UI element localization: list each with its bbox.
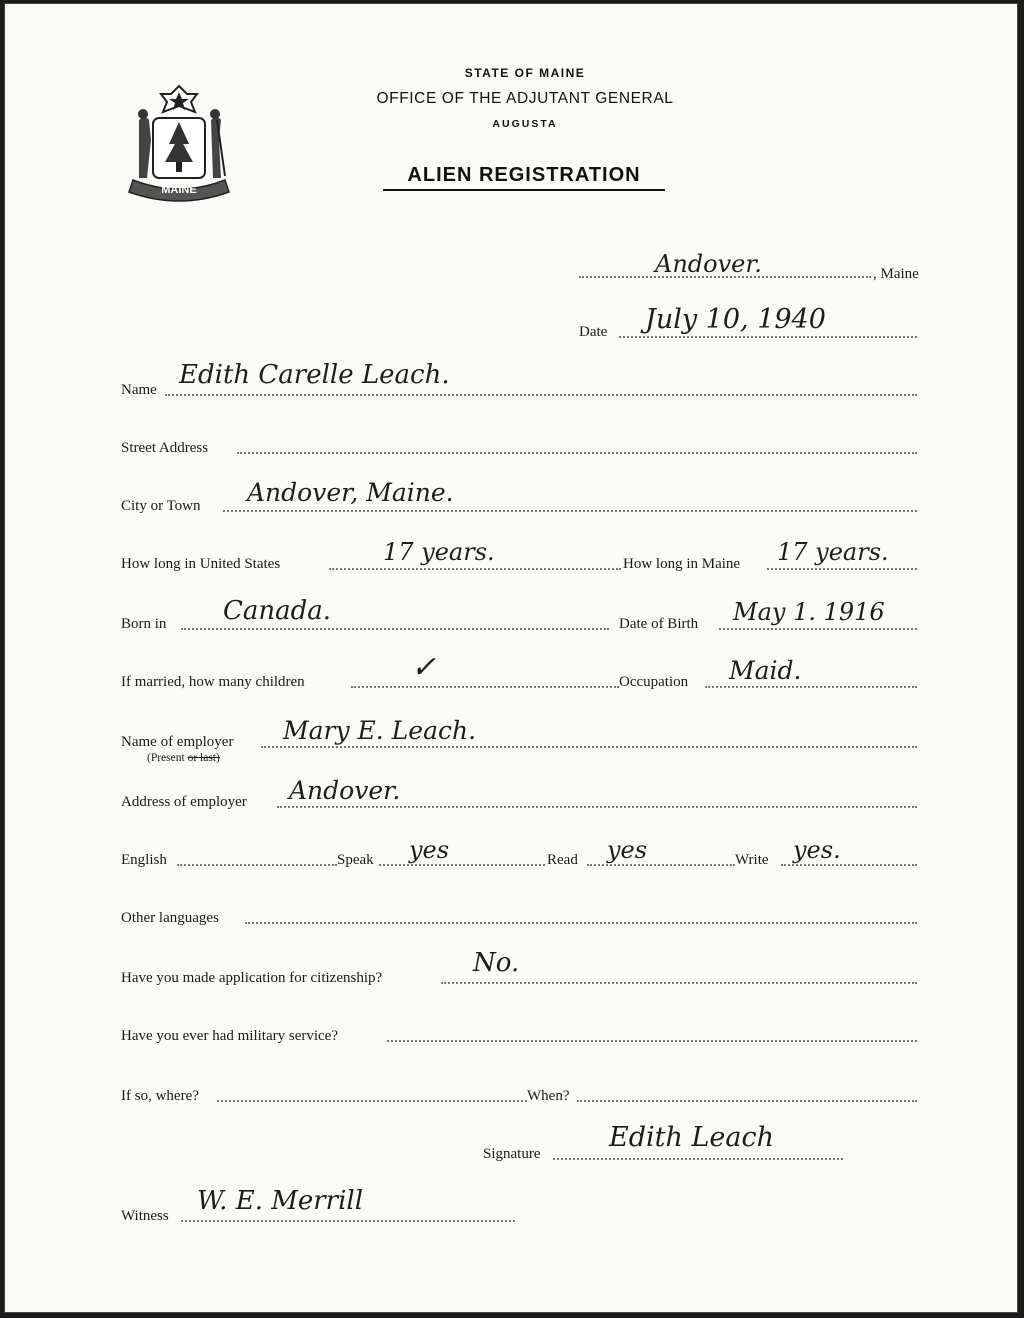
where-line: [217, 1100, 527, 1102]
when-label: When?: [527, 1088, 570, 1104]
english-line: [177, 864, 337, 866]
signature-line: [553, 1158, 843, 1160]
date-label: Date: [579, 324, 608, 340]
read-label: Read: [547, 852, 578, 868]
citizenship-value: No.: [473, 948, 520, 978]
date-value: July 10, 1940: [645, 304, 826, 335]
other-languages-line: [245, 922, 917, 924]
witness-value: W. E. Merrill: [197, 1186, 364, 1216]
employer-sublabel-struck: or last): [187, 752, 220, 764]
read-value: yes: [607, 836, 648, 864]
employer-name-line: [261, 746, 917, 748]
street-address-label: Street Address: [121, 440, 209, 456]
name-line: [165, 394, 917, 396]
other-languages-label: Other languages: [121, 910, 219, 926]
employer-address-line: [277, 806, 917, 808]
form-title: ALIEN REGISTRATION: [383, 164, 665, 191]
military-label: Have you ever had military service?: [121, 1028, 338, 1044]
header-city: AUGUSTA: [492, 118, 558, 130]
how-long-us-line: [329, 568, 621, 570]
citizenship-label: Have you made application for citizenship?: [121, 970, 383, 986]
english-label: English: [121, 852, 167, 868]
header-office: OFFICE OF THE ADJUTANT GENERAL: [376, 90, 674, 107]
name-value: Edith Carelle Leach.: [179, 360, 450, 390]
occupation-value: Maid.: [729, 656, 802, 685]
city-line: [223, 510, 917, 512]
children-line: [351, 686, 619, 688]
date-of-birth-value: May 1. 1916: [733, 598, 885, 626]
how-long-us-label: How long in United States: [121, 556, 281, 572]
write-value: yes.: [793, 836, 841, 864]
how-long-maine-value: 17 years.: [777, 538, 889, 566]
signature-label: Signature: [483, 1146, 541, 1162]
employer-address-label: Address of employer: [121, 794, 247, 810]
where-label: If so, where?: [121, 1088, 199, 1104]
born-in-label: Born in: [121, 616, 167, 632]
speak-value: yes: [409, 836, 450, 864]
how-long-us-value: 17 years.: [383, 538, 495, 566]
seal-banner-text: MAINE: [161, 184, 197, 196]
employer-name-label: Name of employer: [121, 734, 234, 750]
how-long-maine-line: [767, 568, 917, 570]
form-page: [4, 3, 1018, 1313]
born-in-value: Canada.: [223, 596, 332, 626]
maine-state-seal-icon: [125, 80, 233, 204]
town-value: Andover.: [655, 250, 762, 278]
town-suffix: , Maine: [873, 266, 919, 282]
city-value: Andover, Maine.: [247, 478, 454, 507]
citizenship-line: [441, 982, 917, 984]
born-in-line: [181, 628, 609, 630]
write-label: Write: [735, 852, 769, 868]
employer-sublabel-present: (Present: [147, 752, 185, 764]
date-line: [619, 336, 917, 338]
when-line: [577, 1100, 917, 1102]
date-of-birth-label: Date of Birth: [619, 616, 699, 632]
children-value: ✓: [411, 650, 437, 685]
signature-value: Edith Leach: [609, 1122, 774, 1153]
employer-address-value: Andover.: [289, 776, 401, 805]
speak-label: Speak: [337, 852, 374, 868]
witness-line: [181, 1220, 515, 1222]
street-address-line: [237, 452, 917, 454]
how-long-maine-label: How long in Maine: [623, 556, 741, 572]
military-line: [387, 1040, 917, 1042]
header-state: STATE OF MAINE: [464, 66, 586, 80]
occupation-line: [705, 686, 917, 688]
city-label: City or Town: [121, 498, 201, 514]
read-line: [587, 864, 735, 866]
date-of-birth-line: [719, 628, 917, 630]
speak-line: [379, 864, 545, 866]
witness-label: Witness: [121, 1208, 169, 1224]
write-line: [781, 864, 917, 866]
children-label: If married, how many children: [121, 674, 305, 690]
employer-sublabel: [147, 752, 220, 764]
occupation-label: Occupation: [619, 674, 689, 690]
employer-name-value: Mary E. Leach.: [283, 716, 477, 745]
name-label: Name: [121, 382, 157, 398]
